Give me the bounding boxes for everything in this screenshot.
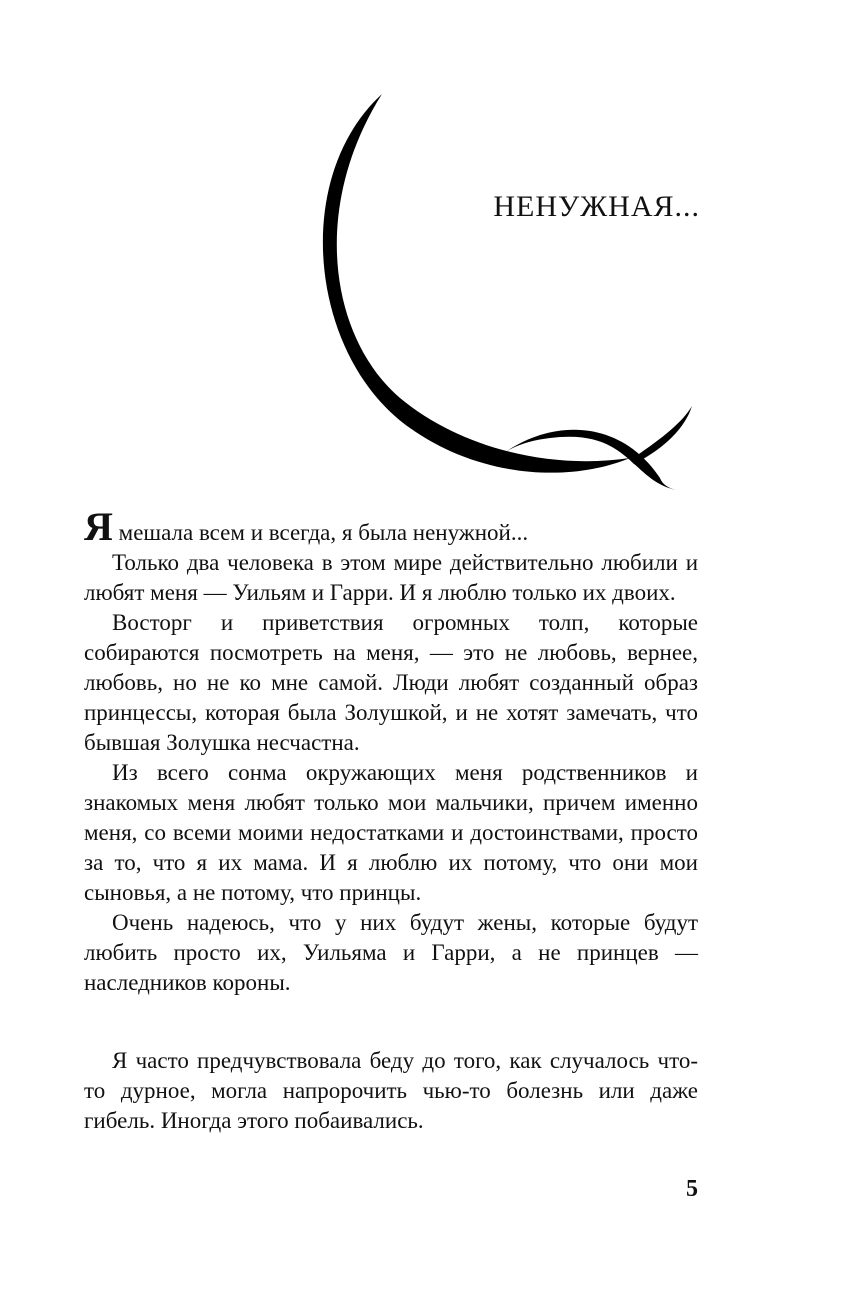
drop-cap: Я bbox=[84, 504, 113, 549]
section-1 bbox=[84, 504, 698, 998]
chapter-ornament bbox=[300, 88, 710, 498]
crescent-moon-swash-icon bbox=[300, 88, 710, 498]
paragraph: Из всего сонма окружающих меня родственников и знакомых меня любят только мои мальчики, причем именно меня, со всеми моими недостатками и достоинствами, просто за то, что я их мама. И я люблю их потому, что они мои сыновья, а не потому, что принцы. bbox=[84, 760, 698, 905]
paragraph: Только два человека в этом мире действительно любили и любят меня — Уильям и Гарри. И я люблю только их двоих. bbox=[84, 550, 698, 605]
section-2 bbox=[84, 1046, 698, 1136]
paragraph: Очень надеюсь, что у них будут жены, которые будут любить просто их, Уильяма и Гарри, а не принцев — наследников короны. bbox=[84, 910, 698, 995]
crescent-swash-curl bbox=[630, 406, 692, 464]
opening-paragraph bbox=[84, 504, 698, 549]
paragraph: Я часто предчувствовала беду до того, как случалось что-то дурное, могла напророчить чью-то болезнь или даже гибель. Иногда этого побаивались. bbox=[84, 1048, 698, 1133]
crescent-shape bbox=[323, 94, 630, 473]
opening-line: мешала всем и всегда, я была ненужной... bbox=[112, 520, 529, 545]
chapter-title: НЕНУЖНАЯ... bbox=[493, 190, 700, 223]
page-number: 5 bbox=[686, 1176, 698, 1202]
paragraph: Восторг и приветствия огромных толп, которые собираются посмотреть на меня, — это не любовь, вернее, любовь, но не ко мне самой. Люди любят созданный образ принцессы, которая была Золушкой, и не хотят замечать, что бывшая Золушка несчастна. bbox=[84, 610, 698, 755]
